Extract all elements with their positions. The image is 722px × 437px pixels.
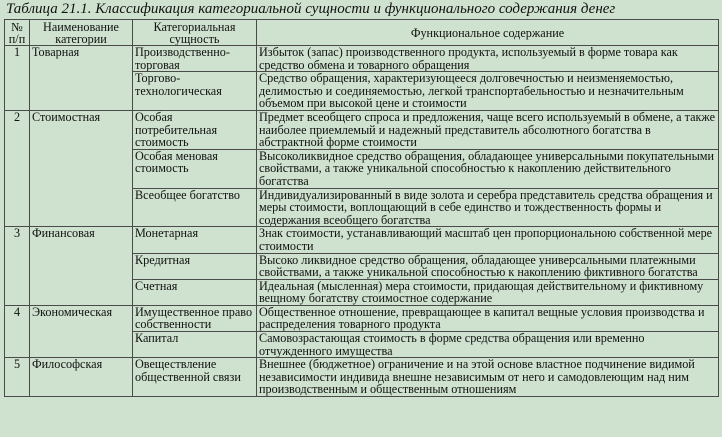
functional-content: Знак стоимости, устанавливающий масштаб цен пропорциональною собственной мере стоимости [257, 227, 719, 253]
table-body [5, 46, 719, 397]
table-row [5, 358, 719, 397]
table-row [5, 46, 719, 72]
row-number: 4 [5, 305, 30, 357]
table-row [5, 110, 719, 149]
category-name: Финансовая [30, 227, 133, 306]
category-essence: Торгово-технологическая [133, 72, 257, 111]
row-number: 3 [5, 227, 30, 306]
functional-content: Предмет всеобщего спроса и предложения, чаще всего используемый в обмене, а также наиболее приемлемый и надежный представитель абсолютного богатства в абстрактной форме стоимости [257, 110, 719, 149]
row-number: 1 [5, 46, 30, 111]
functional-content: Самовозрастающая стоимость в форме средства обращения или временно отчужденного имущества [257, 332, 719, 358]
functional-content: Избыток (запас) производственного продукта, используемый в форме товара как средство обмена и товарного обращения [257, 46, 719, 72]
header-function: Функциональное содержание [257, 20, 719, 46]
header-num: № п/п [5, 20, 30, 46]
category-name: Стоимостная [30, 110, 133, 226]
functional-content: Высоколиквидное средство обращения, обладающее универсальными покупательными свойствами, а также уникальной способностью к накоплению действительного богатства [257, 149, 719, 188]
category-essence: Капитал [133, 332, 257, 358]
category-essence: Особая меновая стоимость [133, 149, 257, 188]
functional-content: Общественное отношение, превращающее в капитал вещные условия производства и распределения товарного продукта [257, 305, 719, 331]
functional-content: Высоко ликвидное средство обращения, обладающее универсальными платежными свойствами, а также уникальной способностью к накоплению фиктивного богатства [257, 253, 719, 279]
category-essence: Всеобщее богатство [133, 188, 257, 227]
table-caption: Таблица 21.1. Классификация категориальной сущности и функционального содержания денег [6, 1, 616, 17]
table-header-row [5, 20, 719, 46]
classification-table [4, 19, 719, 397]
category-essence: Счетная [133, 279, 257, 305]
table-row [5, 305, 719, 331]
row-number: 2 [5, 110, 30, 226]
functional-content: Идеальная (мысленная) мера стоимости, придающая действительному и фиктивному вещному богатству стоимостное содержание [257, 279, 719, 305]
category-essence: Овеществление общественной связи [133, 358, 257, 397]
category-name: Философская [30, 358, 133, 397]
header-name: Наименование категории [30, 20, 133, 46]
category-essence: Монетарная [133, 227, 257, 253]
functional-content: Средство обращения, характеризующееся долговечностью и неизменяемостью, делимостью и соединяемостью, легкой транспортабельностью и незначительным объемом при высокой цене и стоимости [257, 72, 719, 111]
category-name: Экономическая [30, 305, 133, 357]
category-essence: Кредитная [133, 253, 257, 279]
table-row [5, 227, 719, 253]
category-essence: Имущественное право собственности [133, 305, 257, 331]
header-essence: Категориальная сущность [133, 20, 257, 46]
category-name: Товарная [30, 46, 133, 111]
row-number: 5 [5, 358, 30, 397]
functional-content: Индивидуализированный в виде золота и серебра представитель средства обращения и меры стоимости, воплощающий в себе единство и тождественность формы и содержания всеобщего богатства [257, 188, 719, 227]
category-essence: Особая потребительная стоимость [133, 110, 257, 149]
category-essence: Производственно-торговая [133, 46, 257, 72]
functional-content: Внешнее (бюджетное) ограничение и на этой основе властное подчинение видимой независимости индивида внешне независимым от него и самодовлеющим над ним производственным и общественным отношениям [257, 358, 719, 397]
